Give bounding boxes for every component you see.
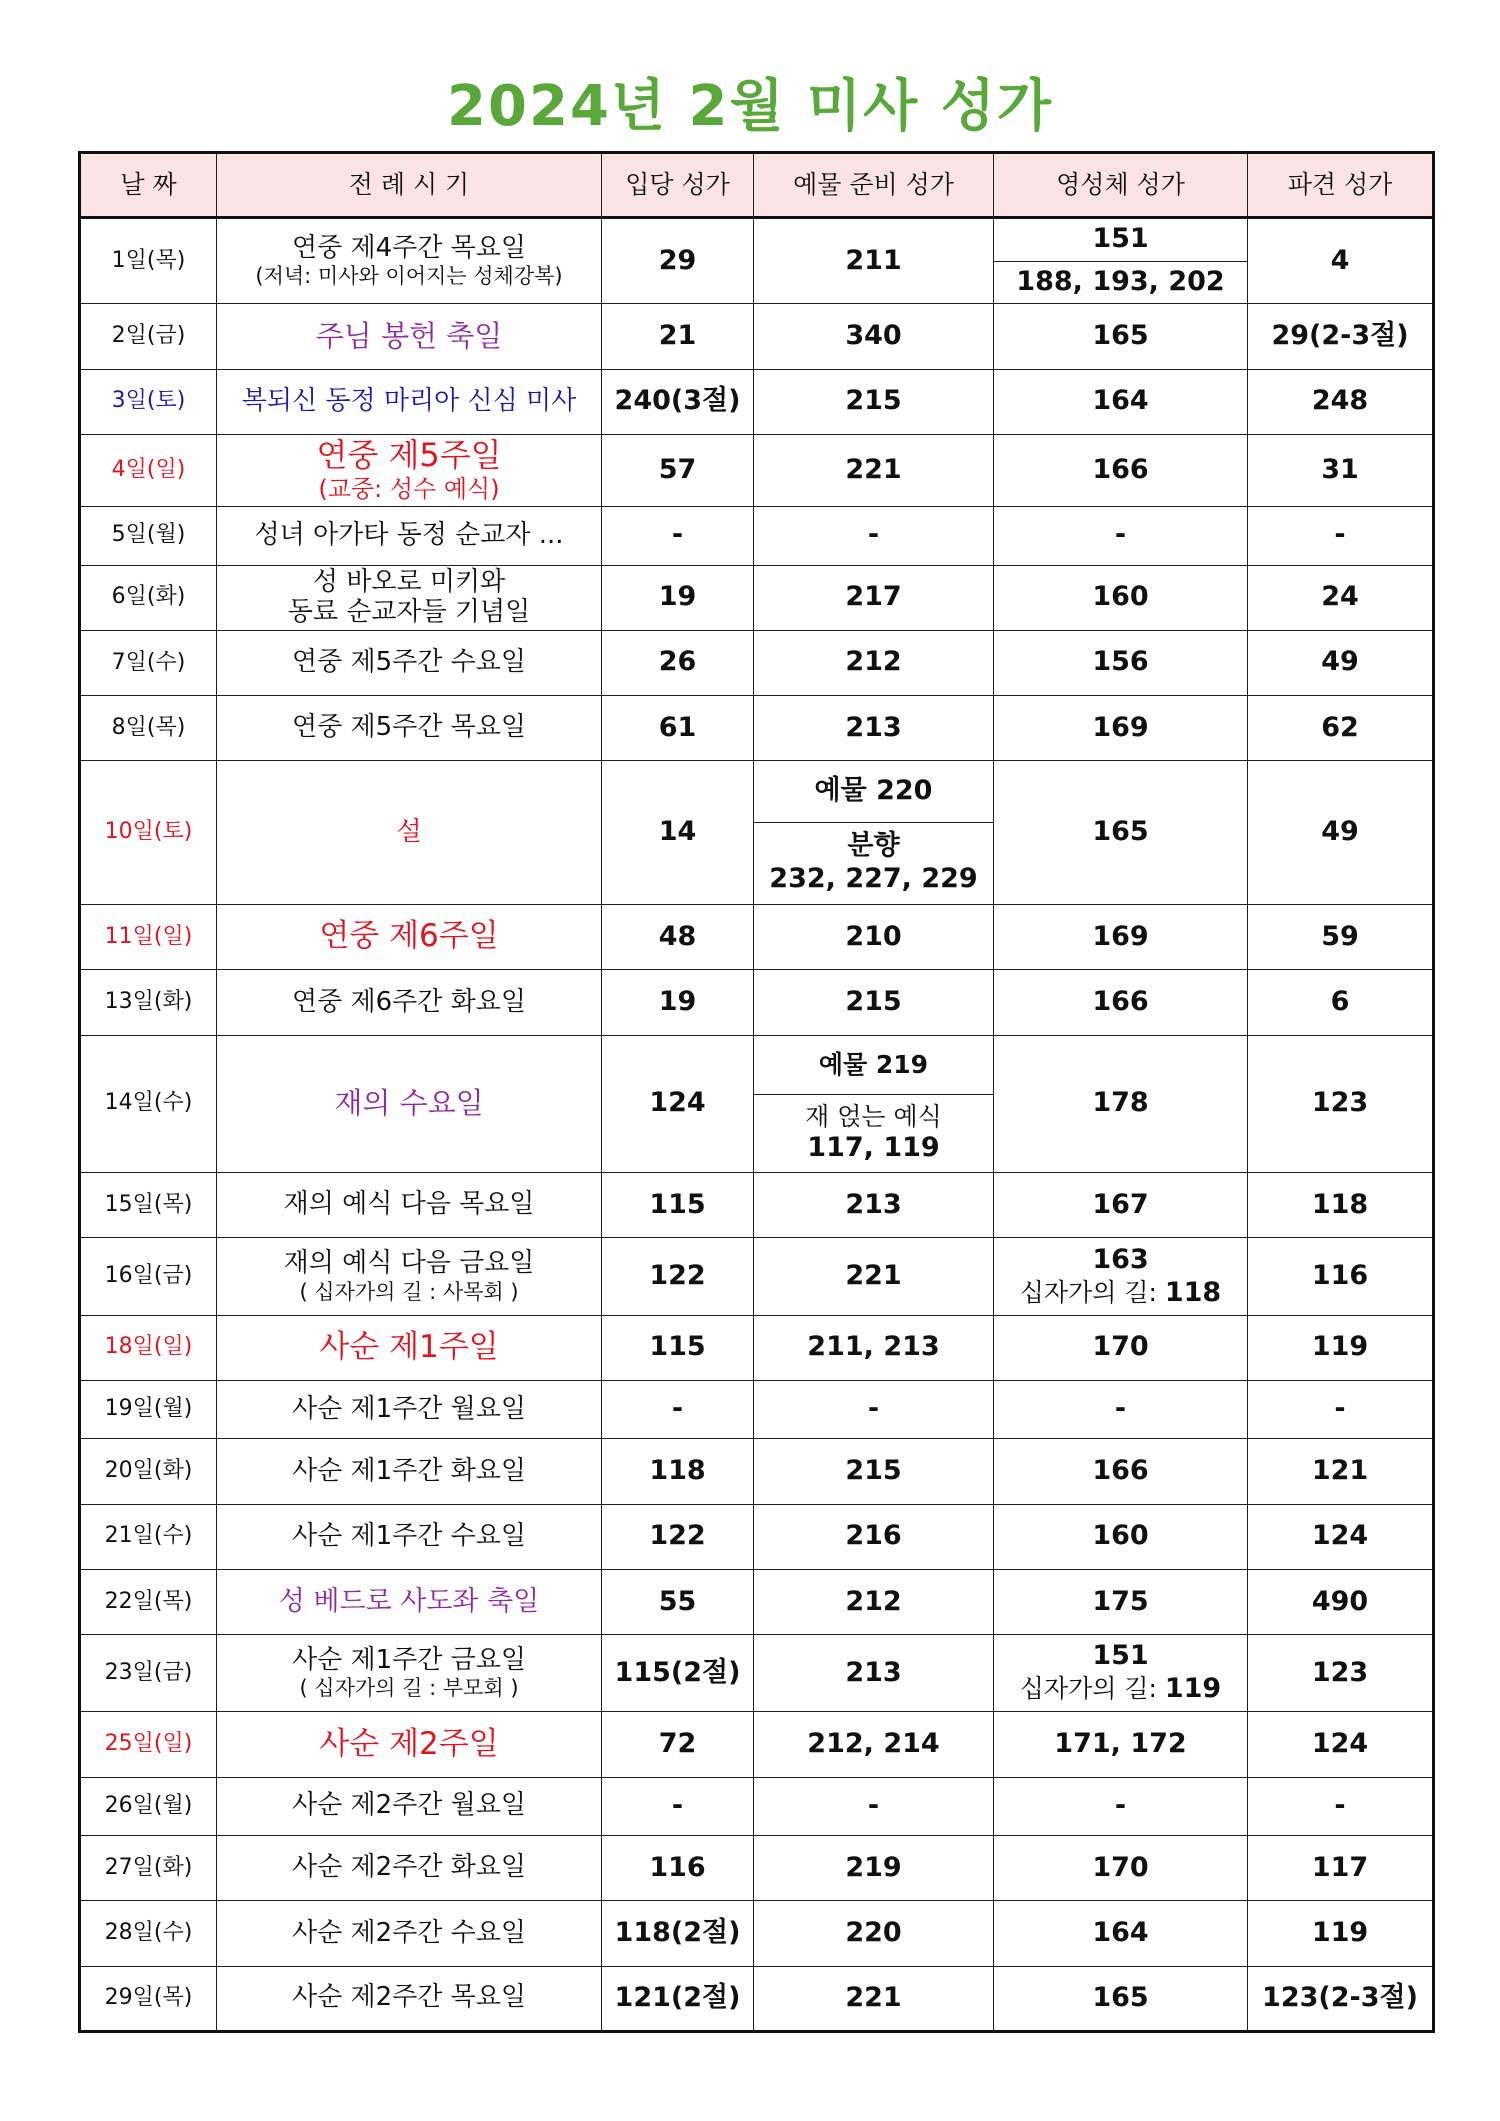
offertory-bottom-values: 117, 119 (807, 1132, 940, 1164)
liturgy-cell (217, 565, 602, 630)
offertory-cell: 210 (754, 904, 994, 969)
communion-cell: - (994, 1777, 1248, 1835)
communion-cell: 175 (994, 1569, 1248, 1634)
dismissal-cell: - (1248, 507, 1434, 565)
date-cell: 25일(일) (80, 1712, 217, 1777)
entrance-cell: 115 (602, 1173, 754, 1238)
header-date: 날 짜 (80, 153, 217, 218)
entrance-cell: 122 (602, 1238, 754, 1315)
date-cell: 4일(일) (80, 434, 217, 506)
table-row (80, 218, 1434, 304)
entrance-cell: 116 (602, 1835, 754, 1900)
offertory-cell: 215 (754, 1439, 994, 1504)
date-cell: 18일(일) (80, 1315, 217, 1380)
liturgy-cell (217, 1238, 602, 1315)
liturgy-cell: 설 (217, 761, 602, 905)
entrance-cell: 115 (602, 1315, 754, 1380)
offertory-cell: 213 (754, 696, 994, 761)
table-row (80, 1173, 1434, 1238)
table-row (80, 1635, 1434, 1712)
entrance-cell: 19 (602, 970, 754, 1035)
liturgy-text: 성 바오로 미키와 (312, 566, 506, 597)
date-cell: 3일(토) (80, 369, 217, 434)
entrance-cell: 21 (602, 304, 754, 369)
offertory-cell: - (754, 1381, 994, 1439)
dismissal-cell: 119 (1248, 1901, 1434, 1966)
table-row (80, 1901, 1434, 1966)
entrance-cell: 57 (602, 434, 754, 506)
communion-cell: 171, 172 (994, 1712, 1248, 1777)
communion-cell: 165 (994, 304, 1248, 369)
entrance-cell: 19 (602, 565, 754, 630)
liturgy-cell: 재의 예식 다음 목요일 (217, 1173, 602, 1238)
offertory-cell: - (754, 507, 994, 565)
table-row (80, 970, 1434, 1035)
date-cell: 23일(금) (80, 1635, 217, 1712)
offertory-top (754, 1036, 993, 1094)
communion-cell: 160 (994, 565, 1248, 630)
stations-note (1020, 1674, 1221, 1703)
dismissal-cell: 124 (1248, 1504, 1434, 1569)
communion-cell: 166 (994, 1439, 1248, 1504)
dismissal-cell: 31 (1248, 434, 1434, 506)
date-cell: 27일(화) (80, 1835, 217, 1900)
liturgy-cell (217, 218, 602, 304)
communion-cell: 170 (994, 1315, 1248, 1380)
hymn-schedule-table (78, 151, 1435, 2033)
dismissal-cell: 6 (1248, 970, 1434, 1035)
stations-label: 십자가의 길: (1019, 1674, 1157, 1704)
dismissal-cell: - (1248, 1381, 1434, 1439)
offertory-top: 예물 220 (814, 775, 933, 807)
date-cell: 16일(금) (80, 1238, 217, 1315)
liturgy-cell: 주님 봉헌 축일 (217, 304, 602, 369)
table-row (80, 761, 1434, 905)
date-cell: 7일(수) (80, 630, 217, 695)
table-row (80, 1315, 1434, 1380)
table-row (80, 904, 1434, 969)
offertory-bottom-label: 재 얹는 예식 (805, 1101, 942, 1131)
date-cell: 21일(수) (80, 1504, 217, 1569)
header-entrance: 입당 성가 (602, 153, 754, 218)
liturgy-cell: 연중 제5주간 수요일 (217, 630, 602, 695)
offertory-cell: 340 (754, 304, 994, 369)
liturgy-note: (저녁: 미사와 이어지는 성체강복) (255, 264, 563, 289)
entrance-cell: 240(3절) (602, 369, 754, 434)
communion-main: 163 (1092, 1243, 1149, 1275)
offertory-cell: 213 (754, 1173, 994, 1238)
table-row (80, 1504, 1434, 1569)
dismissal-cell: 49 (1248, 630, 1434, 695)
communion-cell: 156 (994, 630, 1248, 695)
offertory-cell (754, 761, 994, 905)
communion-cell: 167 (994, 1173, 1248, 1238)
communion-bottom: 188, 193, 202 (994, 261, 1247, 304)
offertory-cell: 212 (754, 1569, 994, 1634)
dismissal-cell: 24 (1248, 565, 1434, 630)
table-row (80, 565, 1434, 630)
table-row (80, 434, 1434, 506)
dismissal-cell: 248 (1248, 369, 1434, 434)
offertory-cell: 219 (754, 1835, 994, 1900)
table-row (80, 507, 1434, 565)
liturgy-cell: 성 베드로 사도좌 축일 (217, 1569, 602, 1634)
dismissal-cell: 490 (1248, 1569, 1434, 1634)
table-row (80, 630, 1434, 695)
date-cell: 28일(수) (80, 1901, 217, 1966)
liturgy-text-line2: 동료 순교자들 기념일 (287, 596, 531, 627)
stations-value: 119 (1164, 1673, 1222, 1705)
date-cell: 20일(화) (80, 1439, 217, 1504)
offertory-bottom-label: 분향 (847, 830, 900, 862)
dismissal-cell: 59 (1248, 904, 1434, 969)
dismissal-cell: - (1248, 1777, 1434, 1835)
liturgy-note: ( 십자가의 길 : 사목회 ) (299, 1279, 519, 1304)
entrance-cell: 115(2절) (602, 1635, 754, 1712)
communion-cell (994, 218, 1248, 304)
liturgy-text: 사순 제1주간 금요일 (292, 1644, 526, 1675)
communion-cell: - (994, 1381, 1248, 1439)
liturgy-note: ( 십자가의 길 : 부모회 ) (299, 1676, 519, 1701)
communion-cell: 164 (994, 1901, 1248, 1966)
date-cell: 6일(화) (80, 565, 217, 630)
date-cell: 2일(금) (80, 304, 217, 369)
date-cell: 19일(월) (80, 1381, 217, 1439)
table-row (80, 1439, 1434, 1504)
table-row (80, 1381, 1434, 1439)
dismissal-cell: 123(2-3절) (1248, 1966, 1434, 2031)
dismissal-cell: 119 (1248, 1315, 1434, 1380)
liturgy-text: 연중 제4주간 목요일 (292, 232, 526, 263)
communion-top: 151 (1092, 223, 1149, 255)
offertory-cell: 212, 214 (754, 1712, 994, 1777)
entrance-cell: 118 (602, 1439, 754, 1504)
communion-cell: 170 (994, 1835, 1248, 1900)
communion-cell: 166 (994, 970, 1248, 1035)
date-cell: 14일(수) (80, 1035, 217, 1173)
offertory-bottom-values: 232, 227, 229 (769, 863, 978, 895)
liturgy-cell: 연중 제6주간 화요일 (217, 970, 602, 1035)
communion-cell: 165 (994, 761, 1248, 905)
liturgy-cell: 사순 제2주간 화요일 (217, 1835, 602, 1900)
entrance-cell: 124 (602, 1035, 754, 1173)
dismissal-cell: 124 (1248, 1712, 1434, 1777)
table-row (80, 304, 1434, 369)
dismissal-cell: 123 (1248, 1635, 1434, 1712)
communion-cell: 165 (994, 1966, 1248, 2031)
dismissal-cell: 49 (1248, 761, 1434, 905)
offertory-cell: 216 (754, 1504, 994, 1569)
liturgy-cell: 사순 제1주간 수요일 (217, 1504, 602, 1569)
dismissal-cell: 123 (1248, 1035, 1434, 1173)
liturgy-text: 연중 제5주일 (316, 436, 502, 475)
communion-cell: 169 (994, 696, 1248, 761)
dismissal-cell: 116 (1248, 1238, 1434, 1315)
table-row (80, 696, 1434, 761)
liturgy-text: 재의 예식 다음 금요일 (283, 1247, 535, 1278)
liturgy-cell: 재의 수요일 (217, 1035, 602, 1173)
header-dismissal: 파견 성가 (1248, 153, 1434, 218)
offertory-cell: 211 (754, 218, 994, 304)
dismissal-cell: 117 (1248, 1835, 1434, 1900)
entrance-cell: 121(2절) (602, 1966, 754, 2031)
liturgy-cell (217, 434, 602, 506)
liturgy-cell: 사순 제1주간 화요일 (217, 1439, 602, 1504)
entrance-cell: 55 (602, 1569, 754, 1634)
communion-cell (994, 1238, 1248, 1315)
communion-cell: 164 (994, 369, 1248, 434)
liturgy-cell: 사순 제2주간 수요일 (217, 1901, 602, 1966)
offertory-cell: 212 (754, 630, 994, 695)
liturgy-cell: 연중 제6주일 (217, 904, 602, 969)
date-cell: 5일(월) (80, 507, 217, 565)
entrance-cell: 14 (602, 761, 754, 905)
offertory-cell: 221 (754, 434, 994, 506)
offertory-cell: 220 (754, 1901, 994, 1966)
stations-label: 십자가의 길: (1019, 1277, 1157, 1307)
communion-cell: 166 (994, 434, 1248, 506)
offertory-bottom (754, 822, 993, 904)
offertory-top-text: 예물 219 (818, 1049, 929, 1079)
liturgy-cell: 사순 제1주간 월요일 (217, 1381, 602, 1439)
table-row (80, 1035, 1434, 1173)
page-title: 2024년 2월 미사 성가 (447, 74, 1053, 139)
liturgy-cell: 사순 제2주일 (217, 1712, 602, 1777)
stations-note (1020, 1278, 1221, 1307)
liturgy-cell (217, 1635, 602, 1712)
entrance-cell: 122 (602, 1504, 754, 1569)
communion-main: 151 (1092, 1640, 1149, 1672)
dismissal-cell: 29(2-3절) (1248, 304, 1434, 369)
dismissal-cell: 121 (1248, 1439, 1434, 1504)
entrance-cell: 29 (602, 218, 754, 304)
table-row (80, 1238, 1434, 1315)
entrance-cell: 26 (602, 630, 754, 695)
liturgy-cell: 사순 제2주간 목요일 (217, 1966, 602, 2031)
liturgy-cell: 복되신 동정 마리아 신심 미사 (217, 369, 602, 434)
offertory-cell: - (754, 1777, 994, 1835)
communion-cell: 169 (994, 904, 1248, 969)
entrance-cell: - (602, 1777, 754, 1835)
date-cell: 11일(일) (80, 904, 217, 969)
date-cell: 10일(토) (80, 761, 217, 905)
communion-cell: 178 (994, 1035, 1248, 1173)
communion-cell (994, 1635, 1248, 1712)
communion-cell: - (994, 507, 1248, 565)
table-row (80, 1835, 1434, 1900)
liturgy-cell: 연중 제5주간 목요일 (217, 696, 602, 761)
header-row (80, 153, 1434, 218)
dismissal-cell: 118 (1248, 1173, 1434, 1238)
offertory-cell: 213 (754, 1635, 994, 1712)
dismissal-cell: 4 (1248, 218, 1434, 304)
stations-value: 118 (1164, 1276, 1222, 1308)
date-cell: 13일(화) (80, 970, 217, 1035)
communion-cell: 160 (994, 1504, 1248, 1569)
entrance-cell: 118(2절) (602, 1901, 754, 1966)
date-cell: 8일(목) (80, 696, 217, 761)
header-offertory: 예물 준비 성가 (754, 153, 994, 218)
date-cell: 15일(목) (80, 1173, 217, 1238)
table-row (80, 1777, 1434, 1835)
liturgy-cell: 성녀 아가타 동정 순교자 ... (217, 507, 602, 565)
liturgy-note: (교중: 성수 예식) (318, 475, 500, 504)
entrance-cell: - (602, 1381, 754, 1439)
header-communion: 영성체 성가 (994, 153, 1248, 218)
header-liturgy: 전 례 시 기 (217, 153, 602, 218)
offertory-cell: 215 (754, 369, 994, 434)
entrance-cell: 72 (602, 1712, 754, 1777)
date-cell: 26일(월) (80, 1777, 217, 1835)
date-cell: 22일(목) (80, 1569, 217, 1634)
entrance-cell: 61 (602, 696, 754, 761)
table-row (80, 1569, 1434, 1634)
dismissal-cell: 62 (1248, 696, 1434, 761)
date-cell: 29일(목) (80, 1966, 217, 2031)
offertory-cell: 215 (754, 970, 994, 1035)
entrance-cell: - (602, 507, 754, 565)
liturgy-cell: 사순 제2주간 월요일 (217, 1777, 602, 1835)
offertory-cell: 217 (754, 565, 994, 630)
offertory-cell: 221 (754, 1966, 994, 2031)
date-cell: 1일(목) (80, 218, 217, 304)
offertory-bottom (754, 1094, 993, 1172)
liturgy-cell: 사순 제1주일 (217, 1315, 602, 1380)
offertory-cell (754, 1035, 994, 1173)
table-row (80, 1966, 1434, 2031)
offertory-cell: 221 (754, 1238, 994, 1315)
table-row (80, 369, 1434, 434)
table-row (80, 1712, 1434, 1777)
entrance-cell: 48 (602, 904, 754, 969)
offertory-cell: 211, 213 (754, 1315, 994, 1380)
